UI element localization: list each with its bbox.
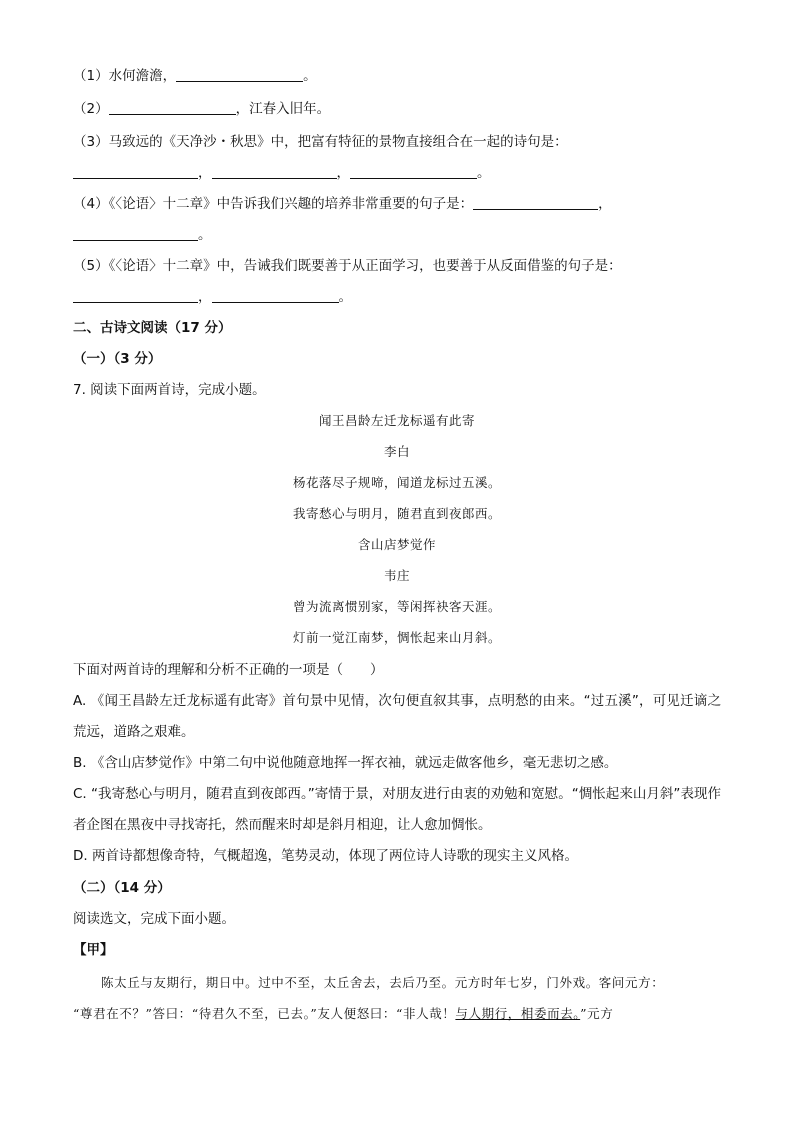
fill-blank-q4-cont: [73, 226, 212, 244]
comma: ，: [336, 165, 350, 181]
poem2-author: 韦庄: [383, 568, 410, 583]
subsection-title: （二）（14 分）: [73, 880, 171, 896]
q1-suffix: 。: [303, 68, 317, 84]
section-title: 二、古诗文阅读（17 分）: [73, 320, 232, 336]
passage-label: 【甲】: [73, 942, 114, 958]
poem2-title: 含山店梦觉作: [357, 537, 436, 552]
poem1-line: 我寄愁心与明月，随君直到夜郎西。: [292, 506, 501, 521]
answer-blank[interactable]: [350, 164, 477, 179]
answer-blank[interactable]: [73, 288, 198, 303]
poem1-author: 李白: [383, 444, 410, 459]
fill-blank-q3-answers: [73, 164, 491, 182]
fill-blank-q1: [73, 67, 317, 85]
q2-prefix: （2）: [73, 101, 109, 117]
answer-blank[interactable]: [473, 195, 598, 210]
passage-text: “尊君在不？”答曰：“待君久不至，已去。”友人便怒曰：“非人哉！: [73, 1006, 456, 1021]
comma: ，: [198, 289, 212, 305]
question-intro: 7. 阅读下面两首诗，完成小题。: [73, 382, 266, 398]
q1-prefix: （1）水何澹澹，: [73, 68, 177, 84]
poem1-line: 杨花落尽子规啼，闻道龙标过五溪。: [292, 475, 501, 490]
underlined-sentence: 与人期行，相委而去。: [455, 1006, 581, 1021]
passage-intro: 阅读选文，完成下面小题。: [73, 911, 235, 927]
passage-text-line2: [73, 1005, 613, 1023]
fill-blank-q3-prompt: （3）马致远的《天净沙・秋思》中，把富有特征的景物直接组合在一起的诗句是：: [73, 134, 568, 150]
answer-blank[interactable]: [212, 164, 337, 179]
fill-blank-q4: [73, 195, 612, 213]
subsection-title: （一）（3 分）: [73, 351, 162, 367]
answer-blank[interactable]: [212, 288, 339, 303]
fill-blank-q5-prompt: （5）《〈论语〉十二章》中，告诫我们既要善于从正面学习，也要善于从反面借鉴的句子是：: [73, 258, 622, 274]
option-d[interactable]: D. 两首诗都想像奇特，气概超逸，笔势灵动，体现了两位诗人诗歌的现实主义风格。: [73, 848, 578, 864]
comma: ，: [598, 196, 612, 212]
passage-text: 陈太丘与友期行，期日中。过中不至，太丘舍去，去后乃至。元方时年七岁，门外戏。客问元方：: [101, 975, 665, 990]
fill-blank-q2: [73, 100, 330, 118]
fill-blank-q5-answers: [73, 288, 352, 306]
period: 。: [338, 289, 352, 305]
period: 。: [198, 227, 212, 243]
q4-prompt: （4）《〈论语〉十二章》中告诉我们兴趣的培养非常重要的句子是：: [73, 196, 474, 212]
answer-blank[interactable]: [109, 100, 236, 115]
period: 。: [477, 165, 491, 181]
answer-blank[interactable]: [176, 67, 303, 82]
option-a[interactable]: A. 《闻王昌龄左迁龙标遥有此寄》首句景中见情，次句便直叙其事，点明愁的由来。“过五溪”，可见迁谪之荒远，道路之艰难。: [73, 693, 721, 740]
option-c[interactable]: C. “我寄愁心与明月，随君直到夜郎西。”寄情于景，对朋友进行由衷的劝勉和宽慰。“惆怅起来山月斜”表现作者企图在黑夜中寻找寄托，然而醒来时却是斜月相迎，让人愈加惆怅。: [73, 786, 721, 833]
answer-blank[interactable]: [73, 164, 198, 179]
poem2-line: 灯前一觉江南梦，惆怅起来山月斜。: [292, 630, 501, 645]
question-stem: 下面对两首诗的理解和分析不正确的一项是（ ）: [73, 662, 384, 678]
comma: ，: [198, 165, 212, 181]
poem2-line: 曾为流离惯别家，等闲挥袂客天涯。: [292, 599, 501, 614]
poem1-title: 闻王昌龄左迁龙标遥有此寄: [318, 413, 475, 428]
answer-blank[interactable]: [73, 226, 198, 241]
passage-text: ”元方: [580, 1006, 614, 1021]
option-b[interactable]: B. 《含山店梦觉作》中第二句中说他随意地挥一挥衣袖，就远走做客他乡，毫无悲切之感。: [73, 755, 618, 771]
q2-suffix: ，江春入旧年。: [235, 101, 331, 117]
